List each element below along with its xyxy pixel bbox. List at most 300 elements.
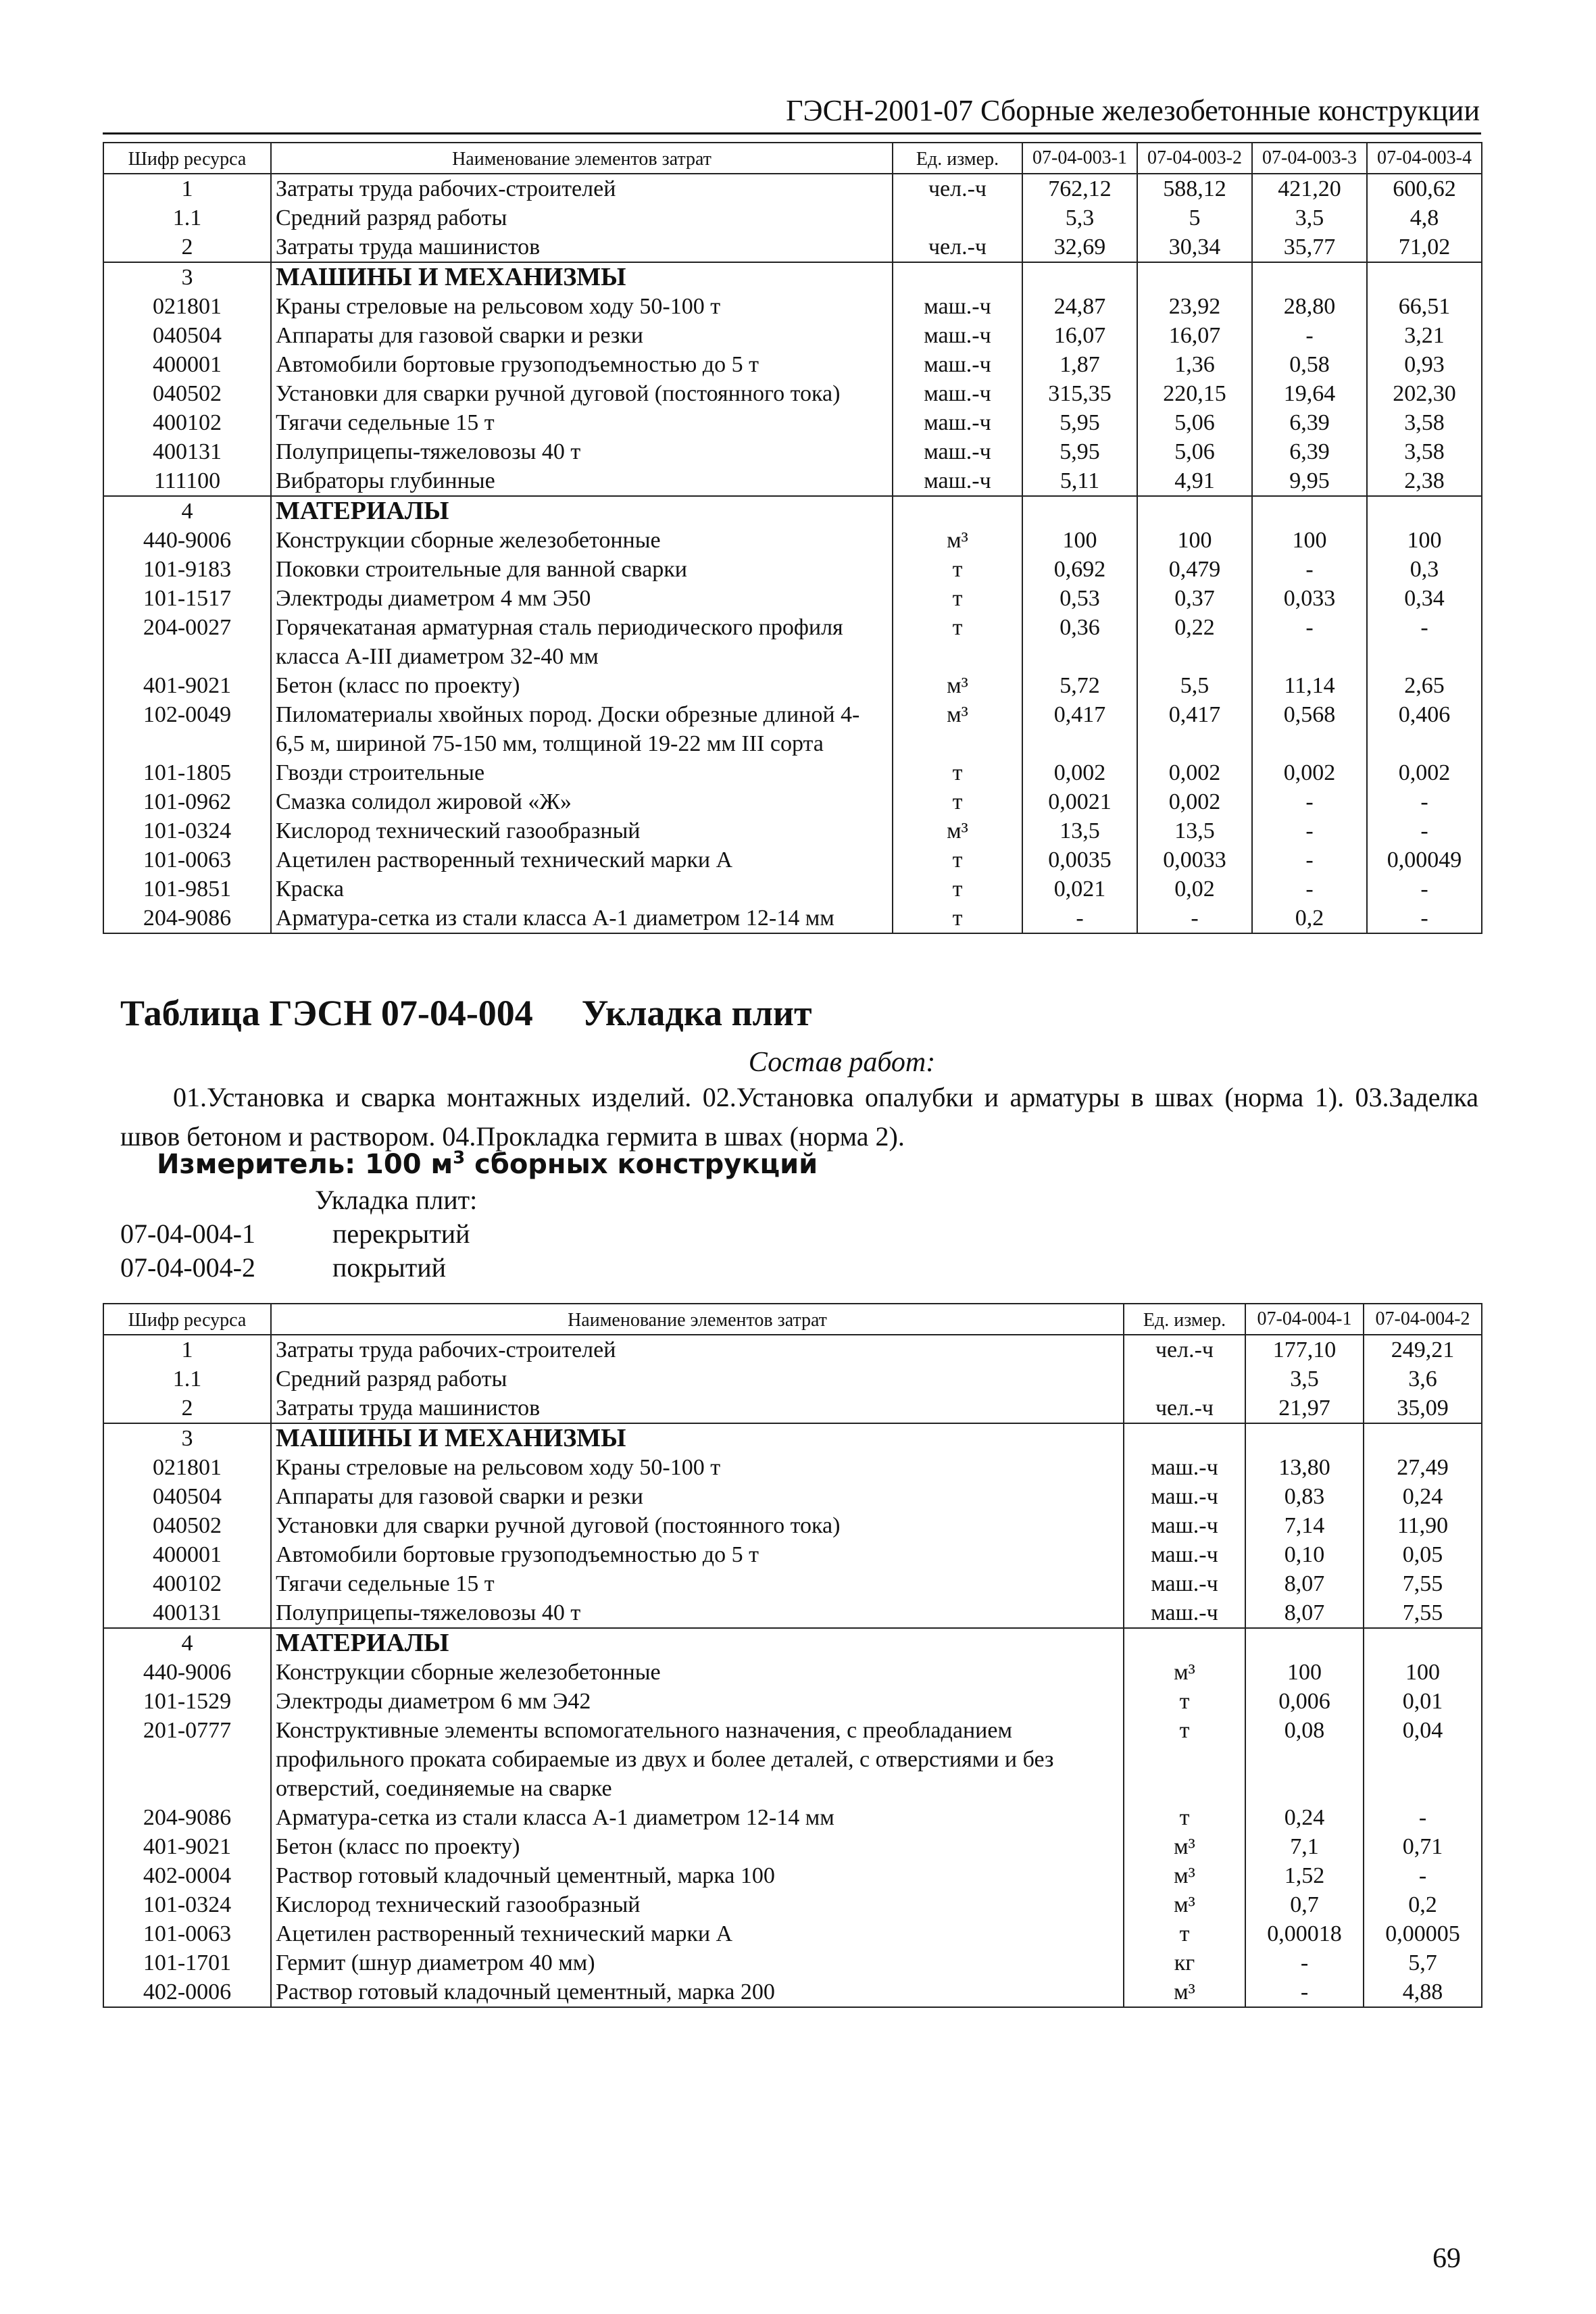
cell-unit: м³ <box>893 671 1022 700</box>
cell-norm-value: 5,95 <box>1022 408 1137 437</box>
cell-unit: маш.-ч <box>893 321 1022 350</box>
cell-norm-value: 3,58 <box>1367 437 1482 466</box>
table-title <box>120 992 812 1034</box>
cell-unit: т <box>1124 1687 1245 1716</box>
cell-resource-name: Пиломатериалы хвойных пород. Доски обрезные длиной 4-6,5 м, шириной 75-150 мм, толщиной 19-22 мм III сорта <box>271 700 893 758</box>
cell-unit: маш.-ч <box>893 437 1022 466</box>
page-number: 69 <box>1432 2243 1461 2274</box>
cell-norm-value: 3,21 <box>1367 321 1482 350</box>
cell-norm-value: 28,80 <box>1252 292 1367 321</box>
table-body <box>103 1335 1482 2007</box>
cell-resource-name: Краска <box>271 875 893 904</box>
cell-norm-value: 35,77 <box>1252 232 1367 262</box>
cell-norm-value: 27,49 <box>1364 1453 1482 1482</box>
cell-resource-name: Арматура-сетка из стали класса А-1 диаметром 12-14 мм <box>271 904 893 933</box>
cell-norm-value: 202,30 <box>1367 379 1482 408</box>
cell-norm-value: 100 <box>1252 526 1367 555</box>
cell-resource-name: Смазка солидол жировой «Ж» <box>271 787 893 816</box>
cell-norm-value <box>1252 262 1367 292</box>
cell-norm-value: 3,5 <box>1252 203 1367 232</box>
table-row <box>103 671 1482 700</box>
cell-norm-value: 588,12 <box>1137 174 1252 203</box>
cell-resource-code: 1.1 <box>103 1364 271 1394</box>
cell-norm-value: 0,0033 <box>1137 845 1252 875</box>
cell-norm-value: 0,0035 <box>1022 845 1137 875</box>
cell-norm-value: 3,6 <box>1364 1364 1482 1394</box>
cell-resource-name: Средний разряд работы <box>271 1364 1124 1394</box>
cell-resource-code: 101-9851 <box>103 875 271 904</box>
table-row <box>103 1540 1482 1569</box>
table-row <box>103 845 1482 875</box>
variant-code: 07-04-004-2 <box>120 1252 255 1283</box>
cell-norm-value: 8,07 <box>1245 1598 1364 1628</box>
cell-resource-code: 102-0049 <box>103 700 271 758</box>
cell-norm-value: 100 <box>1137 526 1252 555</box>
cell-norm-value: 7,55 <box>1364 1598 1482 1628</box>
cell-unit: т <box>893 584 1022 613</box>
column-header-variant: 07-04-003-1 <box>1022 143 1137 174</box>
cell-resource-code: 400102 <box>103 1569 271 1598</box>
cell-norm-value: 100 <box>1022 526 1137 555</box>
cell-unit: м³ <box>1124 1890 1245 1919</box>
cell-unit: т <box>893 875 1022 904</box>
table-name: Укладка плит <box>581 993 812 1033</box>
cell-norm-value: 0,3 <box>1367 555 1482 584</box>
running-header: ГЭСН-2001-07 Сборные железобетонные конструкции <box>786 94 1480 127</box>
cell-resource-code: 101-0324 <box>103 816 271 845</box>
cell-norm-value: - <box>1137 904 1252 933</box>
cell-resource-code: 204-0027 <box>103 613 271 671</box>
cell-norm-value: 7,14 <box>1245 1511 1364 1540</box>
work-composition-caption: Состав работ: <box>748 1047 936 1078</box>
cell-norm-value: - <box>1245 1977 1364 2007</box>
column-header-unit: Ед. измер. <box>1124 1304 1245 1335</box>
table-row <box>103 1569 1482 1598</box>
cell-norm-value: 0,53 <box>1022 584 1137 613</box>
measure-rest: сборных конструкций <box>465 1149 818 1180</box>
cell-norm-value: 11,14 <box>1252 671 1367 700</box>
cell-norm-value: 0,08 <box>1245 1716 1364 1803</box>
table-row <box>103 1977 1482 2007</box>
cell-norm-value <box>1137 262 1252 292</box>
cell-unit: м³ <box>893 700 1022 758</box>
table-row <box>103 1511 1482 1540</box>
cell-resource-code: 402-0004 <box>103 1861 271 1890</box>
cell-resource-name: Поковки строительные для ванной сварки <box>271 555 893 584</box>
table-row <box>103 1716 1482 1803</box>
cell-norm-value <box>1367 496 1482 526</box>
table-row <box>103 379 1482 408</box>
cell-norm-value: - <box>1022 904 1137 933</box>
variant-code: 07-04-004-1 <box>120 1218 255 1249</box>
cell-resource-name: Ацетилен растворенный технический марки А <box>271 845 893 875</box>
cell-norm-value: 0,7 <box>1245 1890 1364 1919</box>
cell-norm-value: - <box>1364 1861 1482 1890</box>
cell-resource-name: Затраты труда рабочих-строителей <box>271 1335 1124 1364</box>
cell-resource-code: 021801 <box>103 292 271 321</box>
cell-norm-value <box>1367 262 1482 292</box>
cell-resource-code: 400131 <box>103 437 271 466</box>
cell-resource-code: 1.1 <box>103 203 271 232</box>
cell-norm-value: 0,24 <box>1245 1803 1364 1832</box>
cell-norm-value: 13,80 <box>1245 1453 1364 1482</box>
cell-norm-value <box>1022 496 1137 526</box>
cell-norm-value: 0,34 <box>1367 584 1482 613</box>
table-row <box>103 904 1482 933</box>
cell-unit: маш.-ч <box>1124 1482 1245 1511</box>
cell-norm-value: 16,07 <box>1137 321 1252 350</box>
cell-unit: чел.-ч <box>893 174 1022 203</box>
cell-resource-name: Бетон (класс по проекту) <box>271 671 893 700</box>
cell-norm-value: 5,7 <box>1364 1948 1482 1977</box>
column-header-variant: 07-04-003-4 <box>1367 143 1482 174</box>
cell-norm-value: 0,2 <box>1364 1890 1482 1919</box>
cell-resource-code: 111100 <box>103 466 271 496</box>
cell-unit <box>1124 1628 1245 1658</box>
cell-unit <box>1124 1364 1245 1394</box>
cell-resource-name: Конструктивные элементы вспомогательного назначения, с преобладанием профильного проката собираемые из двух и более деталей, с отверстиями и без отверстий, соединяемые на сварке <box>271 1716 1124 1803</box>
cell-resource-code: 204-9086 <box>103 904 271 933</box>
cell-norm-value: 0,002 <box>1252 758 1367 787</box>
cell-norm-value: 4,8 <box>1367 203 1482 232</box>
cell-norm-value: 5,06 <box>1137 437 1252 466</box>
cell-norm-value: 3,5 <box>1245 1364 1364 1394</box>
table-header-row <box>103 1304 1482 1335</box>
cell-resource-name: Гвозди строительные <box>271 758 893 787</box>
section-row <box>103 1628 1482 1658</box>
cell-norm-value: - <box>1252 321 1367 350</box>
cell-resource-code: 400001 <box>103 1540 271 1569</box>
cell-resource-code: 4 <box>103 1628 271 1658</box>
cell-norm-value: - <box>1367 875 1482 904</box>
table-row <box>103 555 1482 584</box>
cell-norm-value <box>1252 496 1367 526</box>
table-row <box>103 1861 1482 1890</box>
cell-resource-name: Раствор готовый кладочный цементный, марка 100 <box>271 1861 1124 1890</box>
table-row <box>103 787 1482 816</box>
cell-norm-value: 249,21 <box>1364 1335 1482 1364</box>
cell-resource-name: Полуприцепы-тяжеловозы 40 т <box>271 437 893 466</box>
cell-norm-value: 0,00005 <box>1364 1919 1482 1948</box>
cell-norm-value: 0,22 <box>1137 613 1252 671</box>
cell-norm-value: 0,406 <box>1367 700 1482 758</box>
cell-resource-code: 101-0324 <box>103 1890 271 1919</box>
cell-unit: м³ <box>893 816 1022 845</box>
cell-resource-name: Вибраторы глубинные <box>271 466 893 496</box>
table-row <box>103 1890 1482 1919</box>
cell-resource-name: Аппараты для газовой сварки и резки <box>271 321 893 350</box>
table-row <box>103 350 1482 379</box>
cell-norm-value: 0,10 <box>1245 1540 1364 1569</box>
cell-unit: кг <box>1124 1948 1245 1977</box>
section-row <box>103 496 1482 526</box>
cell-resource-code: 2 <box>103 1394 271 1423</box>
cell-resource-code: 3 <box>103 262 271 292</box>
cell-norm-value: 16,07 <box>1022 321 1137 350</box>
table-row <box>103 1598 1482 1628</box>
cell-resource-name: Автомобили бортовые грузоподъемностью до 5 т <box>271 350 893 379</box>
cell-resource-code: 204-9086 <box>103 1803 271 1832</box>
cell-norm-value: 177,10 <box>1245 1335 1364 1364</box>
cell-norm-value: 0,83 <box>1245 1482 1364 1511</box>
table-row <box>103 875 1482 904</box>
cell-norm-value: 220,15 <box>1137 379 1252 408</box>
cell-resource-name: Электроды диаметром 4 мм Э50 <box>271 584 893 613</box>
cell-norm-value: 0,00018 <box>1245 1919 1364 1948</box>
cell-norm-value: - <box>1252 845 1367 875</box>
table-row <box>103 203 1482 232</box>
cell-norm-value: 0,417 <box>1137 700 1252 758</box>
cell-unit: маш.-ч <box>1124 1540 1245 1569</box>
cell-unit <box>893 262 1022 292</box>
table-label: Таблица ГЭСН 07-04-004 <box>120 993 533 1033</box>
cell-resource-code: 400131 <box>103 1598 271 1628</box>
cell-norm-value: 19,64 <box>1252 379 1367 408</box>
cell-norm-value: 5 <box>1137 203 1252 232</box>
cell-resource-code: 101-0063 <box>103 1919 271 1948</box>
cell-resource-code: 401-9021 <box>103 671 271 700</box>
variant-name: покрытий <box>332 1252 447 1283</box>
cell-norm-value: 13,5 <box>1137 816 1252 845</box>
cell-resource-name: МАТЕРИАЛЫ <box>271 496 893 526</box>
cell-norm-value: 11,90 <box>1364 1511 1482 1540</box>
cell-resource-name: Краны стреловые на рельсовом ходу 50-100 т <box>271 1453 1124 1482</box>
cell-norm-value: 0,02 <box>1137 875 1252 904</box>
table-row <box>103 408 1482 437</box>
cell-resource-code: 101-0063 <box>103 845 271 875</box>
cell-norm-value: - <box>1367 613 1482 671</box>
cell-norm-value: - <box>1245 1948 1364 1977</box>
column-header-variant: 07-04-003-3 <box>1252 143 1367 174</box>
cell-norm-value: 0,002 <box>1137 787 1252 816</box>
cell-norm-value: 0,002 <box>1137 758 1252 787</box>
cell-resource-name: Горячекатаная арматурная сталь периодического профиля класса А-III диаметром 32-40 мм <box>271 613 893 671</box>
column-header-name: Наименование элементов затрат <box>271 1304 1124 1335</box>
cell-norm-value: 315,35 <box>1022 379 1137 408</box>
table-header-row <box>103 143 1482 174</box>
cell-unit: маш.-ч <box>1124 1598 1245 1628</box>
cell-unit: т <box>893 787 1022 816</box>
cell-norm-value: 0,021 <box>1022 875 1137 904</box>
cell-resource-name: Установки для сварки ручной дуговой (постоянного тока) <box>271 1511 1124 1540</box>
cell-resource-code: 401-9021 <box>103 1832 271 1861</box>
cell-unit: т <box>893 845 1022 875</box>
resource-table-07-04-003 <box>103 142 1482 934</box>
cell-norm-value: 600,62 <box>1367 174 1482 203</box>
table-row <box>103 174 1482 203</box>
cell-resource-code: 201-0777 <box>103 1716 271 1803</box>
cell-norm-value: 0,568 <box>1252 700 1367 758</box>
cell-norm-value: 0,0021 <box>1022 787 1137 816</box>
cell-norm-value: - <box>1252 787 1367 816</box>
cell-norm-value: 66,51 <box>1367 292 1482 321</box>
cell-norm-value: 0,37 <box>1137 584 1252 613</box>
cell-norm-value <box>1022 262 1137 292</box>
section-row <box>103 262 1482 292</box>
cell-norm-value: 0,24 <box>1364 1482 1482 1511</box>
cell-resource-name: Тягачи седельные 15 т <box>271 1569 1124 1598</box>
cell-unit <box>893 203 1022 232</box>
cell-norm-value: 5,95 <box>1022 437 1137 466</box>
cell-unit <box>893 496 1022 526</box>
cell-resource-name: Полуприцепы-тяжеловозы 40 т <box>271 1598 1124 1628</box>
measure-label: Измеритель: 100 м <box>157 1149 453 1180</box>
cell-resource-name: Затраты труда машинистов <box>271 1394 1124 1423</box>
cell-resource-code: 101-0962 <box>103 787 271 816</box>
table-row <box>103 758 1482 787</box>
cell-norm-value: - <box>1367 787 1482 816</box>
cell-resource-code: 440-9006 <box>103 1658 271 1687</box>
cell-unit: т <box>893 613 1022 671</box>
table-row <box>103 232 1482 262</box>
cell-norm-value: 2,65 <box>1367 671 1482 700</box>
cell-unit: т <box>893 555 1022 584</box>
cell-resource-name: МАТЕРИАЛЫ <box>271 1628 1124 1658</box>
cell-resource-name: Бетон (класс по проекту) <box>271 1832 1124 1861</box>
cell-norm-value: - <box>1252 816 1367 845</box>
cell-unit <box>1124 1423 1245 1453</box>
cell-norm-value: 35,09 <box>1364 1394 1482 1423</box>
table-row <box>103 613 1482 671</box>
cell-resource-name: Кислород технический газообразный <box>271 816 893 845</box>
cell-norm-value: 7,1 <box>1245 1832 1364 1861</box>
column-header-name: Наименование элементов затрат <box>271 143 893 174</box>
cell-norm-value: 21,97 <box>1245 1394 1364 1423</box>
cell-unit: чел.-ч <box>893 232 1022 262</box>
table-row <box>103 1832 1482 1861</box>
cell-norm-value: 0,04 <box>1364 1716 1482 1803</box>
cell-norm-value <box>1364 1423 1482 1453</box>
table-row <box>103 526 1482 555</box>
table-row <box>103 1482 1482 1511</box>
cell-resource-name: Краны стреловые на рельсовом ходу 50-100 т <box>271 292 893 321</box>
cell-norm-value: 6,39 <box>1252 437 1367 466</box>
cell-unit: чел.-ч <box>1124 1335 1245 1364</box>
cell-resource-code: 400001 <box>103 350 271 379</box>
cell-norm-value: 30,34 <box>1137 232 1252 262</box>
cell-unit: маш.-ч <box>893 408 1022 437</box>
cell-norm-value: 7,55 <box>1364 1569 1482 1598</box>
table-row <box>103 816 1482 845</box>
cell-resource-name: Аппараты для газовой сварки и резки <box>271 1482 1124 1511</box>
cell-norm-value <box>1245 1628 1364 1658</box>
cell-norm-value: 4,91 <box>1137 466 1252 496</box>
cell-norm-value: 0,01 <box>1364 1687 1482 1716</box>
cell-resource-code: 440-9006 <box>103 526 271 555</box>
cell-resource-name: Гермит (шнур диаметром 40 мм) <box>271 1948 1124 1977</box>
cell-norm-value: 9,95 <box>1252 466 1367 496</box>
cell-unit: т <box>1124 1803 1245 1832</box>
cell-resource-code: 040502 <box>103 379 271 408</box>
cell-norm-value: 0,692 <box>1022 555 1137 584</box>
cell-norm-value: 0,71 <box>1364 1832 1482 1861</box>
cell-resource-code: 402-0006 <box>103 1977 271 2007</box>
cell-norm-value: 0,2 <box>1252 904 1367 933</box>
cell-unit: маш.-ч <box>1124 1569 1245 1598</box>
section-row <box>103 1423 1482 1453</box>
cell-resource-code: 040504 <box>103 321 271 350</box>
cell-resource-code: 1 <box>103 174 271 203</box>
cell-resource-name: Конструкции сборные железобетонные <box>271 1658 1124 1687</box>
cell-unit: т <box>1124 1716 1245 1803</box>
cell-resource-name: Установки для сварки ручной дуговой (постоянного тока) <box>271 379 893 408</box>
table-row <box>103 466 1482 496</box>
cell-resource-name: Средний разряд работы <box>271 203 893 232</box>
cell-resource-code: 4 <box>103 496 271 526</box>
cell-resource-code: 1 <box>103 1335 271 1364</box>
cell-resource-name: Ацетилен растворенный технический марки А <box>271 1919 1124 1948</box>
measure-power: 3 <box>453 1148 466 1168</box>
table-row <box>103 1803 1482 1832</box>
column-header-code: Шифр ресурса <box>103 143 271 174</box>
cell-resource-code: 040504 <box>103 1482 271 1511</box>
cell-norm-value: 100 <box>1364 1658 1482 1687</box>
variant-item <box>120 1218 470 1250</box>
cell-norm-value: 100 <box>1367 526 1482 555</box>
cell-resource-name: Автомобили бортовые грузоподъемностью до 5 т <box>271 1540 1124 1569</box>
cell-norm-value: - <box>1367 904 1482 933</box>
variant-item <box>120 1252 446 1283</box>
cell-resource-code: 400102 <box>103 408 271 437</box>
cell-norm-value: - <box>1364 1803 1482 1832</box>
cell-norm-value: - <box>1252 875 1367 904</box>
cell-norm-value: - <box>1252 613 1367 671</box>
cell-norm-value: 5,3 <box>1022 203 1137 232</box>
cell-norm-value: 24,87 <box>1022 292 1137 321</box>
cell-unit: маш.-ч <box>893 350 1022 379</box>
cell-norm-value: 5,5 <box>1137 671 1252 700</box>
cell-norm-value: 0,006 <box>1245 1687 1364 1716</box>
cell-unit: м³ <box>1124 1832 1245 1861</box>
cell-norm-value: 0,58 <box>1252 350 1367 379</box>
cell-norm-value: 5,06 <box>1137 408 1252 437</box>
cell-norm-value: 23,92 <box>1137 292 1252 321</box>
cell-unit: м³ <box>1124 1977 1245 2007</box>
table-row <box>103 1948 1482 1977</box>
column-header-code: Шифр ресурса <box>103 1304 271 1335</box>
cell-resource-name: Затраты труда рабочих-строителей <box>271 174 893 203</box>
cell-resource-name: Арматура-сетка из стали класса А-1 диаметром 12-14 мм <box>271 1803 1124 1832</box>
cell-resource-code: 2 <box>103 232 271 262</box>
cell-norm-value <box>1137 496 1252 526</box>
cell-norm-value: 5,72 <box>1022 671 1137 700</box>
cell-resource-code: 101-1701 <box>103 1948 271 1977</box>
cell-resource-name: Конструкции сборные железобетонные <box>271 526 893 555</box>
cell-resource-name: Тягачи седельные 15 т <box>271 408 893 437</box>
cell-unit: маш.-ч <box>1124 1511 1245 1540</box>
cell-norm-value: 71,02 <box>1367 232 1482 262</box>
cell-resource-code: 101-1529 <box>103 1687 271 1716</box>
cell-norm-value: 0,033 <box>1252 584 1367 613</box>
cell-norm-value: 32,69 <box>1022 232 1137 262</box>
cell-norm-value: 0,417 <box>1022 700 1137 758</box>
cell-norm-value: 100 <box>1245 1658 1364 1687</box>
cell-unit: т <box>893 758 1022 787</box>
work-composition-text: 01.Установка и сварка монтажных изделий. 02.Установка опалубки и арматуры в швах (норма 1). 03.Заделка швов бетоном и раствором. 04.Прокладка гермита в швах (норма 2). <box>120 1082 1478 1152</box>
cell-resource-name: Кислород технический газообразный <box>271 1890 1124 1919</box>
cell-unit: чел.-ч <box>1124 1394 1245 1423</box>
cell-norm-value: - <box>1367 816 1482 845</box>
cell-resource-code: 040502 <box>103 1511 271 1540</box>
cell-norm-value: 8,07 <box>1245 1569 1364 1598</box>
cell-unit: м³ <box>1124 1658 1245 1687</box>
cell-resource-name: Раствор готовый кладочный цементный, марка 200 <box>271 1977 1124 2007</box>
column-header-variant: 07-04-003-2 <box>1137 143 1252 174</box>
cell-resource-name: Электроды диаметром 6 мм Э42 <box>271 1687 1124 1716</box>
cell-norm-value <box>1245 1423 1364 1453</box>
cell-norm-value: 4,88 <box>1364 1977 1482 2007</box>
cell-resource-code: 3 <box>103 1423 271 1453</box>
